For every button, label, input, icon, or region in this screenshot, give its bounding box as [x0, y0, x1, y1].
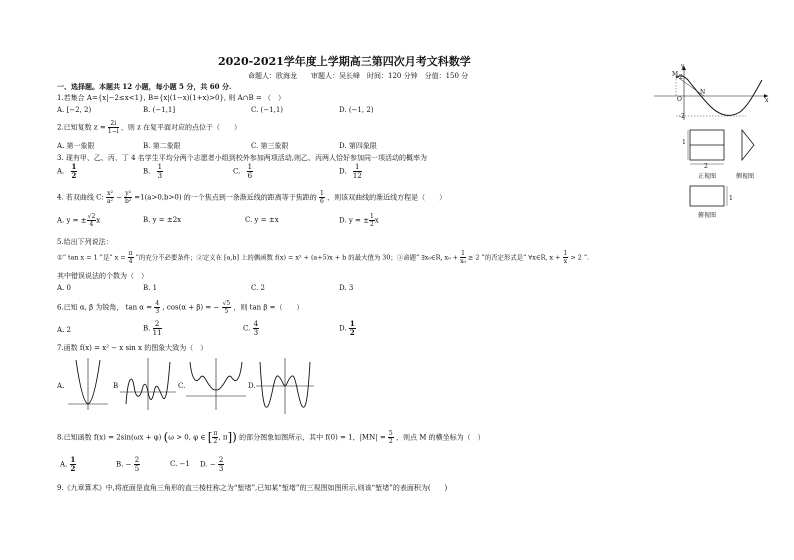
q3-option-b [143, 163, 163, 180]
q4-f2-num: y² [125, 190, 132, 197]
q6-f1-num: 4 [155, 300, 160, 307]
q5-part-b: ”的充分不必要条件；②定义在 [a,b] 上的偶函数 f(x) = x² + (a+5)x + b 的最大值为 30；③命题“ ∃x₀∈R, x₀ + [135, 253, 459, 262]
q6-frac-1 [154, 300, 160, 315]
q8-optd-frac [218, 456, 224, 473]
q6-option-b [143, 320, 162, 337]
sine-label-2: 2 [679, 74, 683, 81]
q6-f1-den: 3 [155, 308, 160, 315]
q4-opta-frac [87, 213, 97, 228]
q8-frac [388, 430, 394, 445]
q3-den-b: 3 [157, 172, 163, 180]
q5-part-d: > 2 ”. [570, 253, 590, 262]
q2-num: 2i [108, 120, 119, 128]
q1-option-d: D. (−1, 2) [339, 106, 374, 114]
q3-frac-d [353, 163, 362, 180]
q6-optc-frac [253, 320, 259, 337]
q8-optb-num: 2 [134, 456, 140, 464]
q6-optc-den: 3 [253, 329, 259, 337]
q3-option-a [57, 163, 77, 180]
q5-frac-c [563, 250, 569, 265]
q3-label-b: B. [143, 167, 151, 176]
q8-optd-pre: D. − [200, 460, 216, 469]
q7-stem: 7.函数 f(x) = x² − x sin x 的图象大致为（ ） [57, 344, 208, 352]
q4-pre: 4. 若双曲线 C: [57, 193, 104, 202]
q6-optc-pre: C. [243, 324, 251, 333]
q6-f2-num: √5 [222, 300, 231, 307]
sine-label-neg2: -2 [679, 113, 685, 120]
q4-optd-num: 1 [369, 213, 374, 220]
q3-num-a: 1 [71, 162, 77, 171]
q3-option-d [339, 163, 362, 180]
q3-den-c: 6 [247, 172, 253, 180]
q5-frac-c-den: x [563, 258, 568, 265]
q2-fraction [108, 120, 119, 135]
q4-frac-1 [106, 190, 114, 205]
q4-opta-post: x [96, 216, 101, 225]
q8-interval-post: , π [218, 433, 228, 442]
q5-option-a: A. 0 [57, 284, 71, 292]
q8-post: ，则点 M 的横坐标为（ ） [395, 433, 485, 442]
q6-f2-den: 5 [224, 308, 229, 315]
q6-frac-2 [222, 300, 232, 315]
q1-option-a: A. [−2, 2) [57, 106, 92, 114]
q6-option-a: A. 2 [57, 326, 71, 334]
q8-optb-den: 5 [134, 465, 140, 473]
q1-option-b: B. (−1,1] [143, 106, 176, 114]
sine-label-o: O [677, 96, 682, 103]
sine-label-n: N [700, 89, 706, 96]
q7-graph-c [186, 356, 246, 412]
q4-opta-pre: A. y = ± [57, 216, 87, 225]
q2-option-a: A. 第一象限 [57, 142, 95, 150]
q6-optb-pre: B. [143, 324, 151, 333]
q8-option-c: C. −1 [170, 460, 190, 468]
q4-mid: =1(a>0,b>0) 的一个焦点到一条渐近线的距离等于焦距的 [134, 193, 317, 202]
q5-frac-c-num: 1 [563, 250, 568, 257]
q8-cond: ω > 0, φ ∈ [168, 433, 206, 442]
q3-option-c [233, 163, 253, 180]
q6-pre: 6.已知 α, β 为锐角， tan α = [57, 303, 153, 312]
q1-stem: 1.若集合 A={x|−2≤x<1}, B={x|(1−x)(1+x)>0}, 则 A∩B = （ ） [57, 94, 285, 102]
q7-graph-a [68, 356, 108, 412]
q4-f1-num: x² [107, 190, 113, 197]
sine-label-y: y [681, 63, 685, 70]
q8-opta-num: 1 [70, 455, 76, 464]
q2-post: ，则 z 在复平面对应的点位于（ ） [120, 123, 242, 132]
q5-frac-b-num: 1 [461, 250, 465, 257]
q2-option-b: B. 第二象限 [143, 142, 181, 150]
q8-bracket-close: ) [232, 430, 237, 444]
q4-frac-2 [124, 190, 132, 205]
q2-option-d: D. 第四象限 [339, 142, 377, 150]
q3-label-a: A. [57, 167, 65, 176]
q4-f3-num: 1 [320, 190, 324, 197]
q8-opta-pre: A. [60, 460, 68, 469]
q4-f2-den: b² [124, 198, 132, 205]
q8-interval-num: π [213, 430, 218, 437]
q7-label-d: D. [248, 382, 256, 390]
q4-optd-post: x [374, 216, 379, 225]
q4-optd-pre: D. y = ± [339, 216, 369, 225]
q3-num-c: 1 [247, 163, 253, 171]
q8-stem [57, 430, 485, 445]
top-view-label: 俯视图 [698, 212, 717, 219]
q4-opta-den: 4 [89, 221, 94, 228]
q5-stem: 5.给出下列说法： [57, 238, 113, 246]
q4-stem [57, 190, 446, 205]
q4-optd-den: 2 [369, 221, 374, 228]
q6-option-d [339, 320, 356, 337]
three-view-dim-2: 2 [704, 163, 708, 170]
q8-option-b [116, 456, 140, 473]
q5-question: 其中错误说法的个数为（ ） [57, 272, 148, 280]
q6-optb-num: 2 [153, 320, 162, 329]
q5-statements [57, 250, 589, 265]
q6-optd-num: 1 [349, 319, 355, 328]
q8-optd-num: 2 [218, 456, 224, 464]
three-view-dim-1: 1 [682, 139, 686, 146]
sine-label-x: x [765, 97, 769, 104]
q6-optd-den: 2 [349, 328, 355, 337]
q4-post: ，则该双曲线的渐近线方程是（ ） [327, 193, 447, 202]
q3-frac-a [71, 163, 78, 180]
side-view-label: 侧视图 [736, 173, 755, 180]
q5-frac-a [128, 250, 134, 265]
q3-label-c: C. [233, 167, 241, 176]
q3-den-a: 2 [71, 171, 77, 180]
q8-frac-num: 5 [388, 430, 393, 437]
q5-frac-b-den: x₀ [460, 258, 466, 265]
q4-f1-den: a² [106, 198, 113, 205]
q5-option-b: B. 1 [143, 284, 158, 292]
q8-opta-den: 2 [70, 464, 76, 473]
q8-interval-den: 2 [213, 438, 218, 445]
q2-den: 1−i [107, 128, 119, 135]
sine-label-m: M [672, 71, 679, 78]
q8-mid: 的部分图象如图所示，其中 f(0) = 1，|MN| = [239, 433, 386, 442]
q8-bracket-open: ( [163, 430, 169, 444]
q5-option-c: C. 2 [251, 284, 266, 292]
q5-frac-a-num: π [128, 250, 133, 257]
q7-label-a: A. [57, 382, 65, 390]
q3-stem: 3. 现有甲、乙、丙、丁 4 名学生平均分两个志愿者小组到校外参加两项活动,则乙、丙两人恰好参加同一项活动的概率为 [57, 154, 428, 162]
q4-option-d [339, 213, 379, 228]
q7-graph-d [256, 356, 314, 416]
q3-label-d: D. [339, 167, 347, 176]
q7-label-c: C. [178, 382, 186, 390]
section-heading: 一、选择题。本题共 12 小题，每小题 5 分，共 60 分. [57, 82, 232, 91]
q8-sq-open: [ [207, 430, 213, 444]
q2-stem [57, 120, 241, 135]
q6-optd-pre: D. [339, 324, 347, 333]
exam-meta: 命题人：欧海龙 审题人：吴长峰 时间：120 分钟 分值：150 分 [248, 72, 469, 80]
q8-option-a [60, 456, 76, 473]
exam-title: 2020-2021学年度上学期高三第四次月考文科数学 [218, 55, 471, 68]
q4-option-c: C. y = ±x [245, 216, 279, 224]
q4-option-b: B. y = ±2x [143, 216, 182, 224]
q5-frac-b [460, 250, 466, 265]
front-view-label: 正视图 [698, 173, 717, 180]
q4-f3-den: 6 [320, 198, 324, 205]
q7-label-b: B [113, 382, 119, 390]
q9-stem: 9.《九章算术》中,将底面是直角三角形的直三棱柱称之为“堑堵”,已知某“堑堵”的三视图如图所示,则该“堑堵”的表面积为( ) [57, 484, 448, 492]
q6-optb-frac [153, 320, 162, 337]
q4-frac-3 [319, 190, 325, 205]
q3-num-d: 1 [353, 163, 362, 172]
q8-frac-den: 2 [388, 438, 393, 445]
q8-optd-den: 3 [218, 465, 224, 473]
q5-part-a: ①“ tan x = 1 ”是“ x = [57, 253, 126, 262]
q2-pre: 2.已知复数 z = [57, 123, 106, 132]
q4-opta-num: √2 [87, 213, 96, 220]
q6-option-c [243, 320, 259, 337]
q5-frac-a-den: 4 [128, 258, 133, 265]
q6-optd-frac [349, 320, 356, 337]
three-view-dim-3: 1 [729, 195, 733, 202]
q5-option-d: D. 3 [339, 284, 354, 292]
q3-frac-b [157, 163, 163, 180]
q8-optb-frac [134, 456, 140, 473]
q8-opta-frac [70, 456, 77, 473]
q3-den-d: 12 [352, 172, 362, 180]
q8-optb-pre: B. − [116, 460, 132, 469]
q6-optc-num: 4 [253, 320, 259, 328]
q7-graph-b [120, 356, 176, 412]
q8-sq-close: ] [227, 430, 233, 444]
q3-num-b: 1 [157, 163, 163, 171]
q1-option-c: C. (−1,1) [251, 106, 284, 114]
q4-minus: − [116, 193, 122, 202]
q6-post: ，则 tan β =（ ） [233, 303, 304, 312]
q6-optb-den: 11 [152, 329, 162, 337]
q2-option-c: C. 第三象限 [251, 142, 289, 150]
q5-part-c: ≥ 2 ”的否定形式是“ ∀x∈R, x + [468, 253, 561, 262]
q8-pre: 8.已知函数 f(x) = 2sin(ωx + φ) [57, 433, 162, 442]
q6-mid: , cos(α + β) = − [162, 303, 220, 312]
q6-stem [57, 300, 304, 315]
q8-option-d [200, 456, 224, 473]
q3-frac-c [247, 163, 253, 180]
q4-option-a [57, 213, 100, 228]
